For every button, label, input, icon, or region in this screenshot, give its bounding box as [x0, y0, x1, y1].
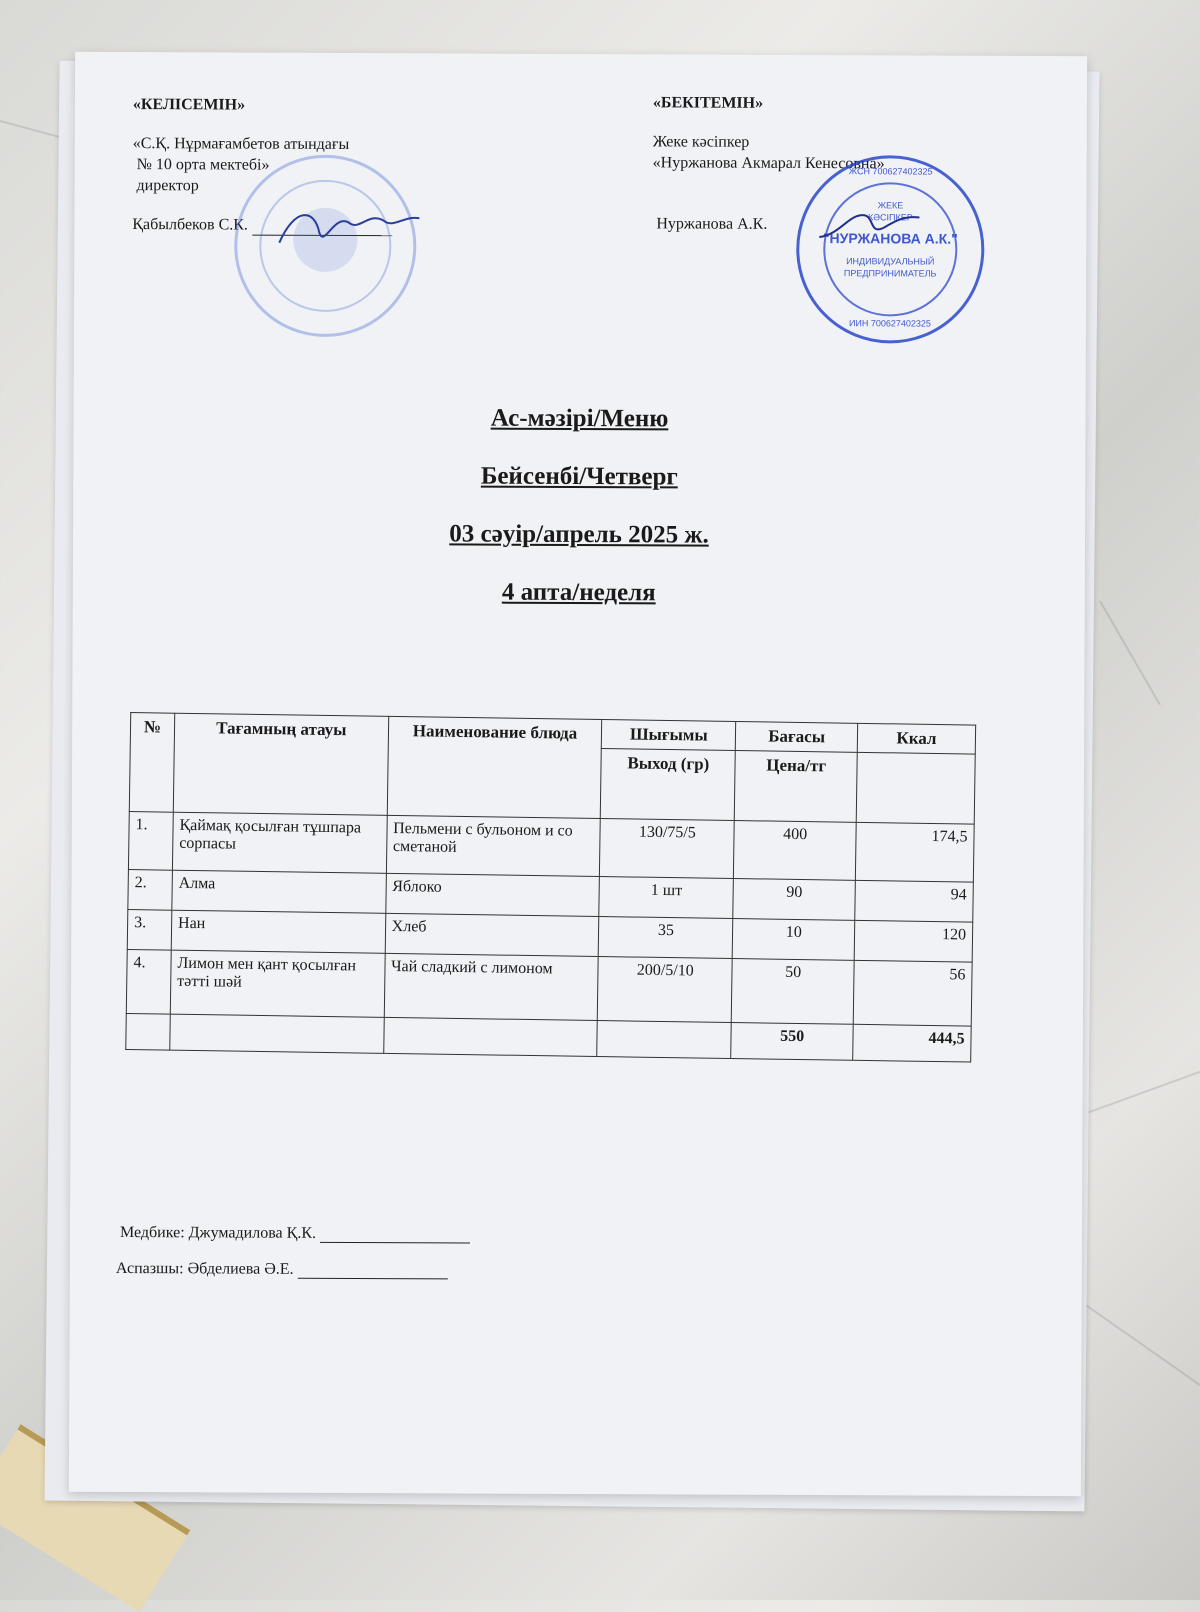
- cell-name-kz: Қаймақ қосылған тұшпара сорпасы: [172, 812, 387, 873]
- stamp-name: "НУРЖАНОВА А.К.": [822, 230, 958, 247]
- cell-price: 90: [733, 879, 855, 921]
- signature-line: [298, 1278, 448, 1280]
- header-price: Бағасы: [736, 722, 858, 753]
- approval-left-title: «КЕЛІСЕМІН»: [132, 96, 246, 114]
- menu-title: Ас-мәзірі/Меню: [490, 404, 669, 433]
- stamp-line2: КӘСІПКЕР: [868, 212, 913, 223]
- cell-empty: [126, 1014, 170, 1051]
- cell-name-kz: Нан: [171, 910, 385, 953]
- cook-signature-row: [116, 1260, 448, 1279]
- approval-left-line1: «С.Қ. Нұрмағамбетов атындағы: [132, 135, 350, 153]
- header-output: Шығымы: [602, 720, 736, 751]
- menu-date: 03 сәуір/апрель 2025 ж.: [449, 520, 709, 549]
- entrepreneur-signature: [814, 205, 924, 245]
- header-price-sub: Цена/тг: [734, 751, 857, 823]
- cell-price: 10: [732, 919, 854, 961]
- header-kcal-sub: [856, 752, 975, 824]
- cell-num: 1.: [128, 812, 173, 871]
- cell-kcal: 94: [855, 880, 973, 922]
- signature-line: [320, 1242, 470, 1244]
- cell-kcal: 174,5: [855, 822, 974, 882]
- approval-left-signer: Қабылбеков С.К.: [132, 216, 248, 234]
- approval-right-signer: Нуржанова А.К.: [656, 215, 768, 233]
- entrepreneur-stamp: [796, 155, 985, 344]
- header-name-kz: Тағамның атауы: [173, 713, 388, 815]
- stamp-line4: ПРЕДПРИНИМАТЕЛЬ: [843, 268, 937, 279]
- header-kcal: Ккал: [857, 723, 975, 754]
- nurse-label: Медбике: Джумадилова Қ.К.: [119, 1224, 317, 1242]
- cell-num: 4.: [126, 950, 171, 1015]
- menu-day: Бейсенбі/Четверг: [480, 462, 678, 491]
- cell-name-ru: Яблоко: [385, 873, 599, 916]
- marble-vein: [1099, 601, 1161, 706]
- cell-output: 1 шт: [599, 877, 733, 919]
- approval-left-line2: № 10 орта мектебі»: [136, 156, 270, 174]
- cell-empty: [383, 1017, 597, 1056]
- cook-label: Аспазшы: Әбделиева Ә.Е.: [115, 1259, 294, 1278]
- cell-kcal: 120: [854, 920, 972, 962]
- cell-kcal: 56: [853, 960, 972, 1026]
- cell-name-ru: Чай сладкий с лимоном: [384, 953, 599, 1020]
- cell-empty: [597, 1021, 731, 1059]
- cell-output: 200/5/10: [598, 957, 733, 1023]
- nurse-signature-row: [120, 1224, 470, 1244]
- cell-name-kz: Лимон мен қант қосылған тәтті шәй: [170, 950, 385, 1017]
- director-signature: [274, 203, 424, 254]
- header-name-ru: Наименование блюда: [387, 716, 602, 818]
- total-price: 550: [731, 1022, 853, 1060]
- cell-price: 400: [734, 821, 857, 881]
- header-num: №: [129, 713, 174, 813]
- cell-output: 35: [599, 917, 733, 959]
- cell-num: 3.: [127, 910, 172, 951]
- menu-titles: [73, 400, 1086, 636]
- cell-output: 130/75/5: [600, 819, 735, 879]
- cell-empty: [170, 1014, 384, 1053]
- cell-num: 2.: [128, 870, 173, 911]
- marble-vein: [1079, 1300, 1200, 1416]
- stamp-iin-top: ЖСН 700627402325: [848, 166, 933, 177]
- cell-name-ru: Хлеб: [385, 913, 599, 956]
- stamp-line3: ИНДИВИДУАЛЬНЫЙ: [846, 256, 935, 267]
- menu-document: [69, 52, 1087, 1496]
- approval-right-line2: «Нуржанова Акмарал Кенесовна»: [652, 154, 885, 173]
- cell-name-kz: Алма: [172, 870, 386, 913]
- menu-table: [125, 712, 976, 1063]
- header-output-sub: Выход (гр): [601, 749, 736, 821]
- approval-right-title: «БЕКІТЕМІН»: [652, 94, 764, 112]
- stamp-iin-bottom: ИИН 700627402325: [848, 318, 931, 329]
- approval-right-line1: Жеке кәсіпкер: [652, 133, 750, 151]
- total-kcal: 444,5: [853, 1024, 971, 1062]
- cell-price: 50: [731, 959, 854, 1025]
- menu-week: 4 апта/неделя: [501, 578, 656, 607]
- approval-left-line3: директор: [136, 177, 199, 195]
- stamp-line1: ЖЕКЕ: [877, 200, 904, 211]
- cell-name-ru: Пельмени с бульоном и со сметаной: [386, 815, 601, 876]
